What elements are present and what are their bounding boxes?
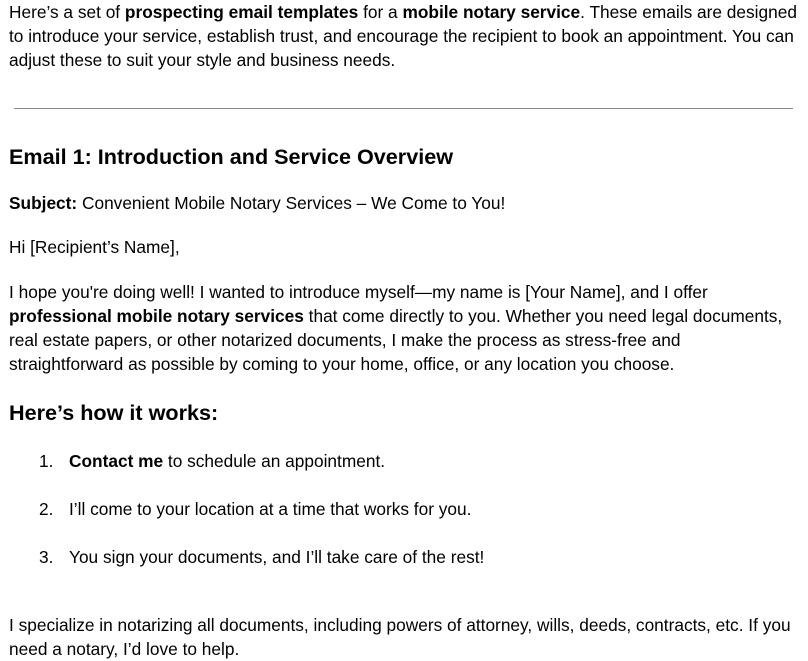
intro-bold-service: mobile notary service [402, 2, 581, 22]
step-text: You sign your documents, and I’ll take care of the rest! [69, 547, 485, 567]
list-item [9, 449, 799, 473]
horizontal-divider [14, 108, 793, 109]
closing-paragraph: I specialize in notarizing all documents, including powers of attorney, wills, deeds, contracts, etc. If you need a notary, I’d love to help. [9, 615, 791, 659]
subject-label: Subject: [9, 193, 78, 213]
email1-heading: Email 1: Introduction and Service Overview [9, 144, 454, 169]
document [9, 0, 799, 661]
how-it-works-heading: Here’s how it works: [9, 400, 219, 425]
intro-text-1: Here’s a set of [9, 2, 125, 22]
steps-list [9, 449, 799, 569]
list-number: 2. [39, 499, 54, 519]
body-bold-services: professional mobile notary services [9, 306, 304, 326]
subject-text: Convenient Mobile Notary Services – We Come to You! [77, 193, 506, 213]
email-body-paragraph [9, 280, 799, 376]
list-item [9, 545, 799, 569]
greeting: Hi [Recipient’s Name], [9, 237, 180, 257]
step-bold-text: Contact me [69, 451, 164, 471]
subject-line [9, 191, 799, 215]
intro-paragraph [9, 0, 799, 72]
step-text: to schedule an appointment. [163, 451, 386, 471]
intro-text-3: . These emails are designed to introduce your service, establish trust, and encourage the recipient to book an appointment. You can adjust these to suit your style and business needs. [9, 2, 797, 70]
body-text-2: that come directly to you. Whether you need legal documents, real estate papers, or other notarized documents, I make the process as stress-free and straightforward as possible by coming to your home, office, or any location you choose. [9, 306, 783, 374]
intro-bold-templates: prospecting email templates [124, 2, 359, 22]
list-item [9, 497, 799, 521]
body-text-1: I hope you're doing well! I wanted to introduce myself—my name is [Your Name], and I offer [9, 282, 708, 302]
list-number: 1. [39, 451, 54, 471]
intro-text-2: for a [358, 2, 403, 22]
step-text: I’ll come to your location at a time that works for you. [69, 499, 472, 519]
list-number: 3. [39, 547, 54, 567]
